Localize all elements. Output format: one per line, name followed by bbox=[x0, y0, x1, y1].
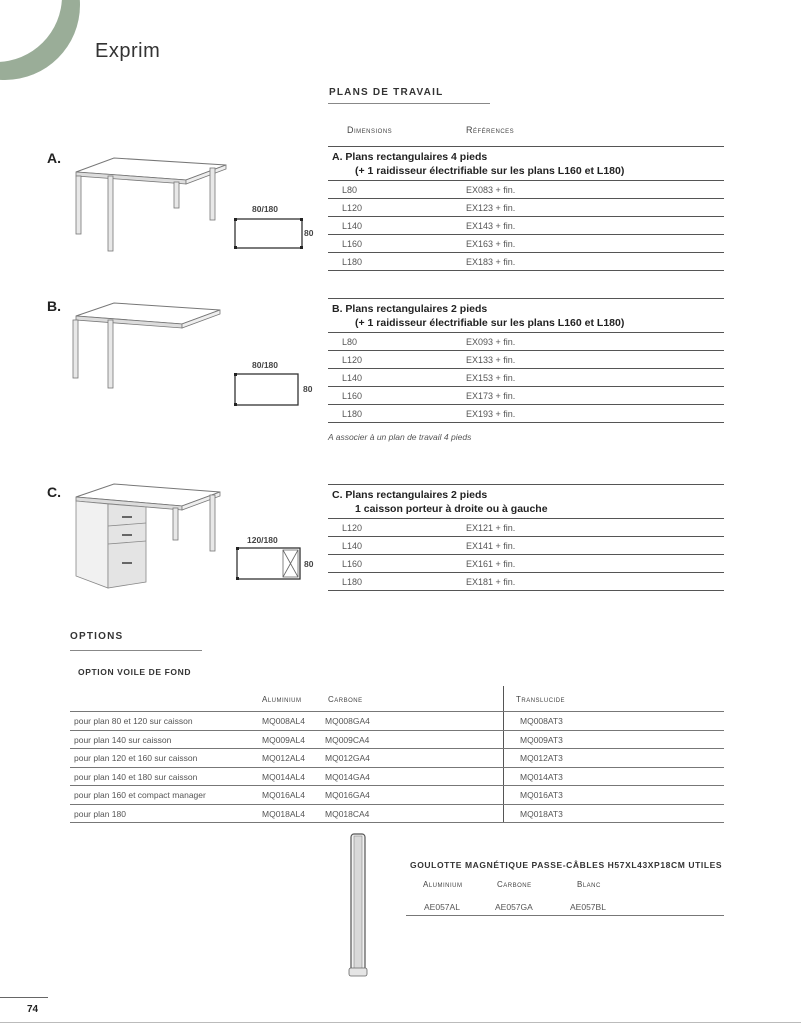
table-row: pour plan 120 et 160 sur caisson MQ012AL4 MQ012GA4 MQ012AT3 bbox=[70, 749, 724, 768]
voile-table bbox=[70, 711, 724, 823]
table-row: pour plan 140 sur caisson MQ009AL4 MQ009CA4 MQ009AT3 bbox=[70, 731, 724, 750]
desk-a-drawing bbox=[70, 155, 230, 255]
table-row: L120 EX123 + fin. bbox=[328, 198, 724, 216]
page-number-rule bbox=[0, 997, 48, 998]
table-row: L160 EX161 + fin. bbox=[328, 554, 724, 572]
table-row: L80 EX093 + fin. bbox=[328, 332, 724, 350]
table-b-heading-2: (+ 1 raidisseur électrifiable sur les plans L160 et L180) bbox=[355, 317, 625, 329]
table-row: pour plan 180 MQ018AL4 MQ018CA4 MQ018AT3 bbox=[70, 805, 724, 824]
table-row: L180 EX181 + fin. bbox=[328, 572, 724, 591]
table-a-heading-2: (+ 1 raidisseur électrifiable sur les plans L160 et L180) bbox=[355, 165, 625, 177]
col-dimensions: Dimensions bbox=[347, 125, 393, 135]
goulotte-col-blanc: Blanc bbox=[577, 880, 601, 889]
voile-col-aluminium: Aluminium bbox=[262, 695, 302, 704]
table-b-note: A associer à un plan de travail 4 pieds bbox=[328, 432, 472, 442]
desk-b-depth-label: 80 bbox=[303, 384, 313, 394]
table-b bbox=[328, 298, 724, 423]
table-row: L140 EX141 + fin. bbox=[328, 536, 724, 554]
table-row: L160 EX163 + fin. bbox=[328, 234, 724, 252]
brand-title: Exprim bbox=[95, 40, 161, 62]
table-row: pour plan 80 et 120 sur caisson MQ008AL4 MQ008GA4 MQ008AT3 bbox=[70, 711, 724, 731]
options-title-rule bbox=[70, 650, 202, 651]
page-number: 74 bbox=[27, 1004, 39, 1015]
table-row: L120 EX133 + fin. bbox=[328, 350, 724, 368]
table-row: L160 EX173 + fin. bbox=[328, 386, 724, 404]
table-a bbox=[328, 146, 724, 271]
desk-c-size-label: 120/180 bbox=[247, 535, 278, 545]
table-a-heading-1: A. Plans rectangulaires 4 pieds bbox=[328, 146, 724, 164]
desk-a-size-label: 80/180 bbox=[252, 204, 278, 214]
voile-col-translucide: Translucide bbox=[516, 695, 566, 704]
options-title: OPTIONS bbox=[70, 631, 124, 642]
goulotte-col-carbone: Carbone bbox=[497, 880, 532, 889]
goulotte-title: GOULOTTE MAGNÉTIQUE PASSE-CÂBLES H57XL43XP18CM UTILES bbox=[410, 860, 723, 870]
section-letter-a: A. bbox=[47, 150, 61, 166]
voile-title: OPTION VOILE DE FOND bbox=[78, 667, 192, 677]
col-references: Références bbox=[466, 125, 515, 135]
table-row: L140 EX153 + fin. bbox=[328, 368, 724, 386]
goulotte-col-aluminium: Aluminium bbox=[423, 880, 463, 889]
plans-title: PLANS DE TRAVAIL bbox=[329, 87, 444, 98]
table-c-heading-2: 1 caisson porteur à droite ou à gauche bbox=[355, 503, 548, 515]
goulotte-row: AE057AL AE057GA AE057BL bbox=[406, 901, 724, 916]
desk-a-depth-label: 80 bbox=[304, 228, 314, 238]
table-row: L180 EX183 + fin. bbox=[328, 252, 724, 271]
goulotte-image bbox=[343, 830, 373, 980]
desk-b-size-label: 80/180 bbox=[252, 360, 278, 370]
section-letter-c: C. bbox=[47, 484, 61, 500]
desk-c-drawing bbox=[70, 482, 230, 592]
section-letter-b: B. bbox=[47, 298, 61, 314]
table-row: pour plan 160 et compact manager MQ016AL4 MQ016GA4 MQ016AT3 bbox=[70, 786, 724, 805]
plans-title-rule bbox=[328, 103, 490, 104]
table-b-heading-1: B. Plans rectangulaires 2 pieds bbox=[328, 298, 724, 316]
table-c-heading-1: C. Plans rectangulaires 2 pieds bbox=[328, 484, 724, 502]
voile-col-carbone: Carbone bbox=[328, 695, 363, 704]
table-row: L140 EX143 + fin. bbox=[328, 216, 724, 234]
table-row: pour plan 140 et 180 sur caisson MQ014AL4 MQ014GA4 MQ014AT3 bbox=[70, 768, 724, 787]
table-row: L180 EX193 + fin. bbox=[328, 404, 724, 423]
bottom-rule bbox=[0, 1022, 801, 1023]
table-row: L80 EX083 + fin. bbox=[328, 180, 724, 198]
table-c bbox=[328, 484, 724, 591]
table-row: L120 EX121 + fin. bbox=[328, 518, 724, 536]
desk-c-depth-label: 80 bbox=[304, 559, 314, 569]
desk-b-drawing bbox=[70, 300, 230, 390]
